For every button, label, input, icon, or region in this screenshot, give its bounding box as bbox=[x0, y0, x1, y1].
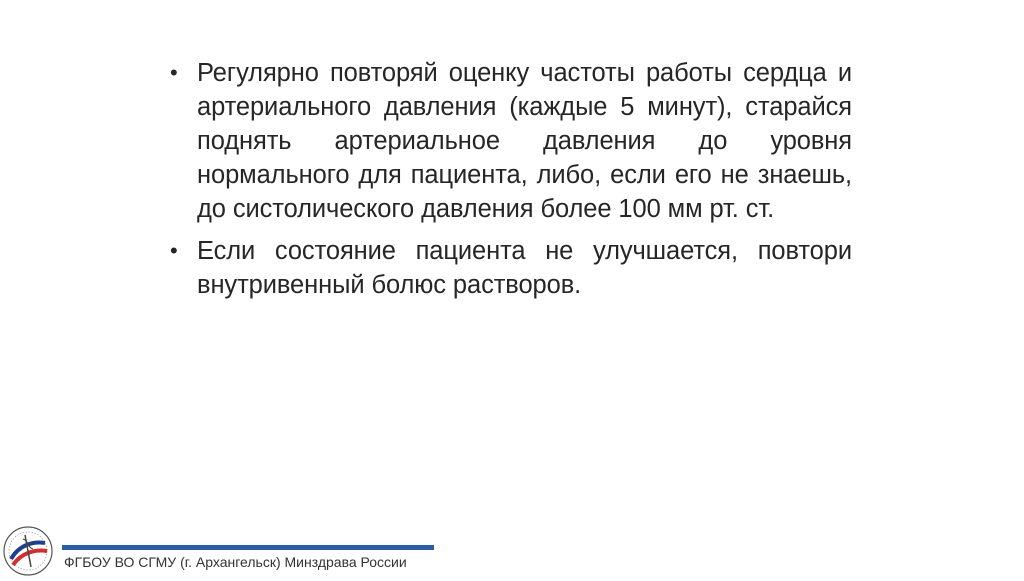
footer-divider bbox=[62, 545, 434, 550]
bullet-text: Регулярно повторяй оценку частоты работы сердца и артериального давления (каждые 5 минут), старайся поднять артериальное давления до уровня нормального для пациента, либо, если его не знаешь, до систолического давления более 100 мм рт. ст. bbox=[197, 59, 852, 223]
slide-content bbox=[168, 56, 852, 310]
bullet-item bbox=[168, 56, 852, 226]
bullet-text: Если состояние пациента не улучшается, повтори внутривенный болюс растворов. bbox=[197, 237, 852, 299]
university-emblem-icon bbox=[1, 523, 55, 576]
bullet-dot-icon: • bbox=[170, 238, 178, 263]
bullet-item bbox=[168, 234, 852, 302]
bullet-dot-icon: • bbox=[170, 60, 178, 85]
bullet-list bbox=[168, 56, 852, 302]
footer-institution-text: ФГБОУ ВО СГМУ (г. Архангельск) Минздрава России bbox=[64, 554, 407, 570]
